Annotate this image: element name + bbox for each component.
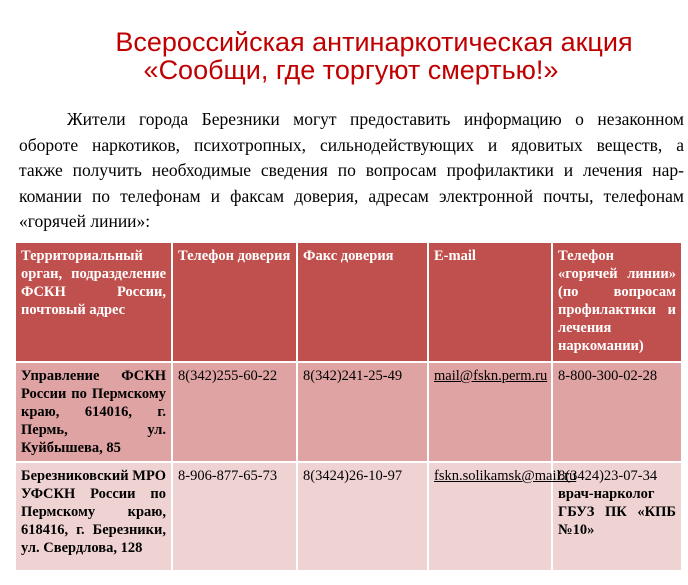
intro-line-5: «горячей линии»: [19, 211, 151, 231]
cell-email[interactable] [428, 462, 577, 571]
title-line-1: Всероссийская антинаркотическая акция [115, 27, 633, 57]
cell-email[interactable] [428, 362, 552, 462]
title-line-2: «Сообщи, где торгуют смертью!» [143, 55, 559, 85]
intro-paragraph [19, 107, 684, 235]
email-link[interactable]: mail@fskn.perm.ru [434, 368, 548, 384]
table-header-row [15, 242, 682, 362]
cell-fax: 8(342)241-25-49 [297, 362, 428, 462]
header-organ: Территориальный орган, подразделение ФСКН России, почтовый адрес [15, 242, 172, 362]
table-row [15, 462, 682, 571]
hotline-note: врач-нарколог ГБУЗ ПК «КПБ №10» [558, 486, 676, 538]
cell-hotline[interactable] [552, 462, 682, 571]
contacts-table [14, 241, 683, 572]
intro-line-3: также получить необходимые сведения по вопросам профилактики и лечения нар- [19, 160, 684, 180]
page-title [0, 28, 688, 84]
hotline-number[interactable]: 8-800-300-02-28 [558, 368, 658, 384]
cell-fax: 8(3424)26-10-97 [297, 462, 428, 571]
intro-line-1: Жители города Березники могут предоставить информацию о незаконном [67, 109, 684, 129]
cell-phone[interactable]: 8(342)255-60-22 [172, 362, 297, 462]
header-email: E-mail [428, 242, 552, 362]
cell-hotline[interactable] [552, 362, 682, 462]
intro-line-2: обороте наркотиков, психотропных, сильнодействующих и ядовитых веществ, а [19, 134, 684, 155]
cell-phone[interactable]: 8-906-877-65-73 [172, 462, 297, 571]
intro-line-4: комании по телефонам и факсам доверия, адресам электронной почты, телефонам [19, 185, 684, 206]
header-fax: Факс доверия [297, 242, 428, 362]
cell-organ: Управление ФСКН России по Пермскому краю, 614016, г. Пермь, ул. Куйбышева, 85 [15, 362, 172, 462]
header-phone: Телефон доверия [172, 242, 297, 362]
email-link[interactable]: fskn.solikamsk@mail.ru [434, 468, 577, 484]
table-row [15, 362, 682, 462]
header-hotline: Телефон «горячей линии» (по вопросам профилактики и лечения наркомании) [552, 242, 682, 362]
cell-organ: Березниковский МРО УФСКН России по Пермскому краю, 618416, г. Березники, ул. Свердлова, 128 [15, 462, 172, 571]
hotline-number[interactable]: 8(3424)23-07-34 [558, 468, 658, 484]
